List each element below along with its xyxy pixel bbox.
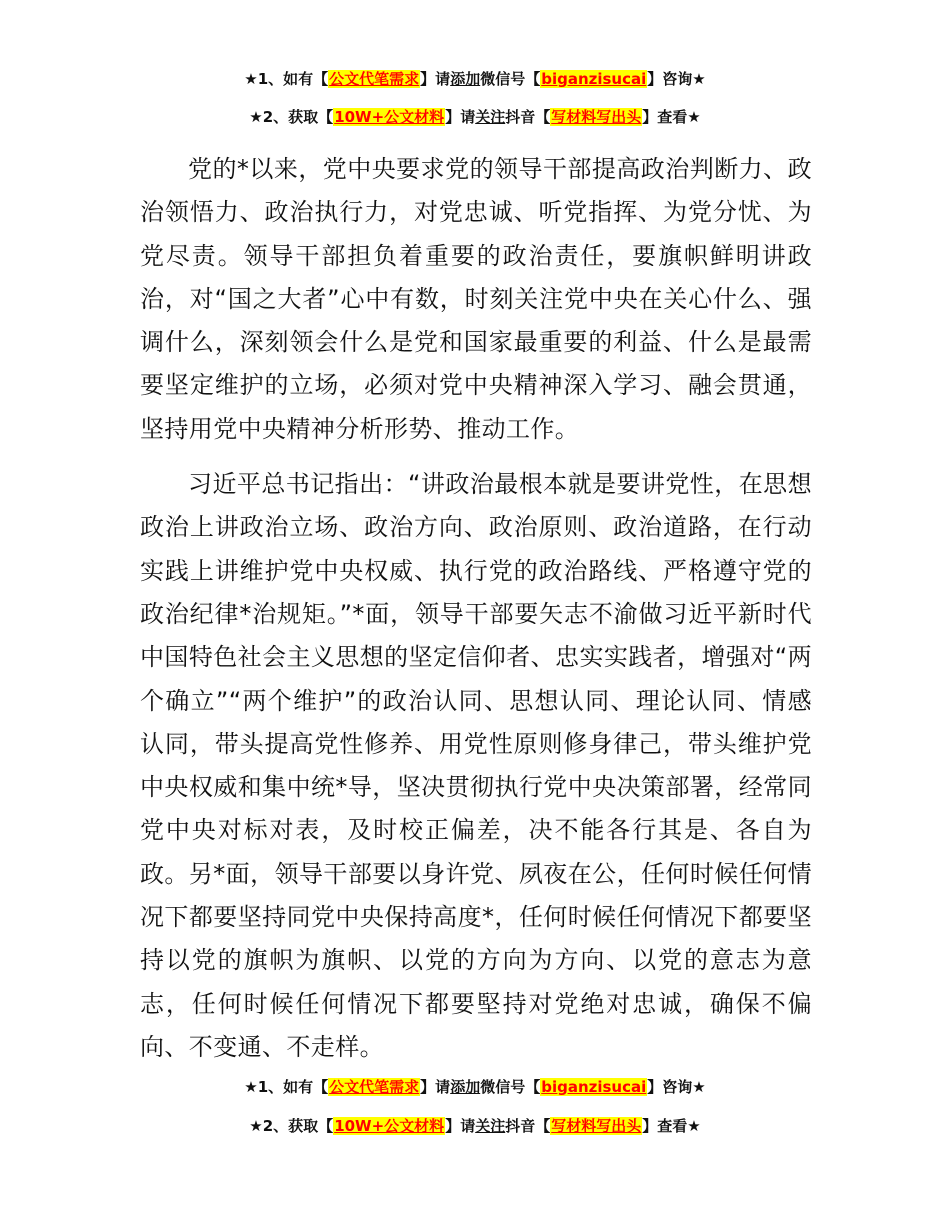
banner-highlight: 10W+公文材料 [334,1117,445,1135]
banner-highlight: 公文代笔需求 [329,70,420,88]
banner-text: ★1、如有【 [244,1078,329,1096]
banner-text: 】请 [420,1078,451,1096]
banner-underlined-text: 添加 [450,1078,481,1096]
paragraph-1: 党的*以来，党中央要求党的领导干部提高政治判断力、政治领悟力、政治执行力，对党忠诚、听党指挥、为党分忧、为党尽责。领导干部担负着重要的政治责任，要旗帜鲜明讲政治，对“国之大者”心中有数，时刻关注党中央在关心什么、强调什么，深刻领会什么是党和国家最重要的利益、什么是最需要坚定维护的立场，必须对党中央精神深入学习、融会贯通，坚持用党中央精神分析形势、推动工作。 [140,155,812,443]
banner-text: 】请 [420,70,451,88]
banner-highlight: 10W+公文材料 [334,108,445,126]
banner-text: 微信号【 [480,70,541,88]
banner-text: 】查看★ [642,108,701,126]
top-banner-line-2 [0,107,950,127]
document-body [140,148,812,1069]
banner-text: 抖音【 [505,108,551,126]
banner-douyin-id: 写材料写出头 [551,1117,642,1135]
banner-text: 】咨询★ [647,1078,706,1096]
top-banner-line-1 [0,69,950,89]
banner-text: 】查看★ [642,1117,701,1135]
banner-text: 】请 [445,108,476,126]
banner-underlined-text: 关注 [475,108,506,126]
banner-text: 】咨询★ [647,70,706,88]
banner-wechat-id: biganzisucai [541,1078,647,1096]
banner-text: 】请 [445,1117,476,1135]
paragraph-2: 习近平总书记指出：“讲政治最根本就是要讲党性，在思想政治上讲政治立场、政治方向、政治原则、政治道路，在行动实践上讲维护党中央权威、执行党的政治路线、严格遵守党的政治纪律*治规矩。”*面，领导干部要矢志不渝做习近平新时代中国特色社会主义思想的坚定信仰者、忠实实践者，增强对“两个确立”“两个维护”的政治认同、思想认同、理论认同、情感认同，带头提高党性修养、用党性原则修身律己，带头维护党中央权威和集中统*导，坚决贯彻执行党中央决策部署，经常同党中央对标对表，及时校正偏差，决不能各行其是、各自为政。另*面，领导干部要以身许党、夙夜在公，任何时候任何情况下都要坚持同党中央保持高度*，任何时候任何情况下都要坚持以党的旗帜为旗帜、以党的方向为方向、以党的意志为意志，任何时候任何情况下都要堅持对党绝对忠诚，确保不偏向、不变通、不走样。 [140,470,812,1061]
banner-text: ★2、获取【 [249,108,334,126]
banner-underlined-text: 关注 [475,1117,506,1135]
banner-text: 抖音【 [505,1117,551,1135]
banner-wechat-id: biganzisucai [541,70,647,88]
banner-text: ★1、如有【 [244,70,329,88]
banner-text: ★2、获取【 [249,1117,334,1135]
banner-douyin-id: 写材料写出头 [551,108,642,126]
bottom-banner-line-2 [0,1116,950,1136]
banner-text: 微信号【 [480,1078,541,1096]
bottom-banner-line-1 [0,1077,950,1097]
banner-highlight: 公文代笔需求 [329,1078,420,1096]
banner-underlined-text: 添加 [450,70,481,88]
